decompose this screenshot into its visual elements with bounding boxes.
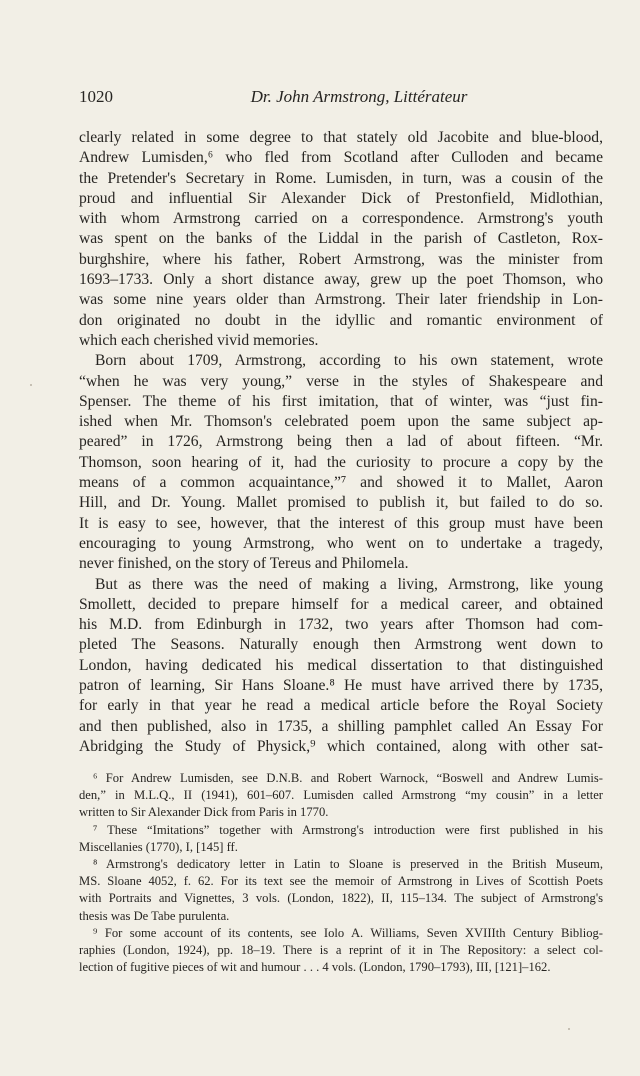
text-line: don originated no doubt in the idyllic and romantic environment of (79, 311, 603, 329)
footnote-line: written to Sir Alexander Dick from Paris in 1770. (79, 805, 329, 820)
text-line: never finished, on the story of Tereus and Philomela. (79, 555, 409, 573)
footnote-line: ⁷ These “Imitations” together with Armstrong's introduction were first published in his (93, 822, 603, 837)
text-line: It is easy to see, however, that the interest of this group must have been (79, 514, 603, 532)
footnote-line: lection of fugitive pieces of wit and humour . . . 4 vols. (London, 1790–1793), III, [121]–162. (79, 960, 551, 975)
footnotes (79, 770, 603, 976)
text-line: London, having dedicated his medical dissertation to that distinguished (79, 656, 603, 674)
text-line: ished when Mr. Thomson's celebrated poem upon the same subject ap- (79, 413, 603, 431)
footnote-line: ⁸ Armstrong's dedicatory letter in Latin to Sloane is preserved in the British Museum, (93, 856, 603, 871)
text-line: means of a common acquaintance,”⁷ and showed it to Mallet, Aaron (79, 474, 603, 492)
text-line: Born about 1709, Armstrong, according to his own statement, wrote (95, 352, 603, 370)
paper-speck (30, 384, 32, 386)
footnote-line: den,” in M.L.Q., II (1941), 601–607. Lumisden called Armstrong “my cousin” in a letter (79, 788, 603, 803)
text-line: peared” in 1726, Armstrong being then a lad of about fifteen. “Mr. (79, 433, 603, 451)
text-line: his M.D. from Edinburgh in 1732, two years after Thomson had com- (79, 616, 603, 634)
text-line: But as there was the need of making a living, Armstrong, like young (95, 575, 603, 593)
text-line: encouraging to young Armstrong, who went on to undertake a tragedy, (79, 534, 603, 552)
page-number: 1020 (79, 87, 113, 106)
text-line: Hill, and Dr. Young. Mallet promised to publish it, but failed to do so. (79, 494, 603, 512)
text-line: with whom Armstrong carried on a correspondence. Armstrong's youth (79, 210, 603, 228)
footnote-line: with Portraits and Vignettes, 3 vols. (London, 1822), II, 115–134. The subject of Armstrong's (79, 891, 603, 906)
text-line: burghshire, where his father, Robert Armstrong, was the minister from (79, 250, 603, 268)
running-title: Dr. John Armstrong, Littérateur (250, 87, 468, 106)
text-line: Spenser. The theme of his first imitation, that of winter, was “just fin- (79, 392, 603, 410)
text-line: for early in that year he read a medical article before the Royal Society (79, 697, 603, 715)
text-line: Thomson, soon hearing of it, had the curiosity to procure a copy by the (79, 453, 603, 471)
text-line: and then published, also in 1735, a shilling pamphlet called An Essay For (79, 717, 603, 735)
text-line: was spent on the banks of the Liddal in the parish of Castleton, Rox- (79, 230, 603, 248)
text-line: was some nine years older than Armstrong. Their later friendship in Lon- (79, 291, 603, 309)
text-line: proud and influential Sir Alexander Dick of Prestonfield, Midlothian, (79, 189, 603, 207)
paper-speck (568, 1028, 570, 1030)
footnote-line: MS. Sloane 4052, f. 62. For its text see the memoir of Armstrong in Lives of Scottish Poets (79, 874, 603, 889)
body-text (79, 128, 603, 757)
footnote-line: raphies (London, 1924), pp. 18–19. There is a reprint of it in The Repository: a select col- (79, 942, 603, 957)
text-line: patron of learning, Sir Hans Sloane.⁸ He must have arrived there by 1735, (79, 677, 603, 695)
footnote-line: ⁹ For some account of its contents, see Iolo A. Williams, Seven XVIIIth Century Bibliog- (93, 925, 603, 940)
text-line: which each cherished vivid memories. (79, 331, 319, 349)
text-line: Abridging the Study of Physick,⁹ which contained, along with other sat- (79, 737, 603, 755)
page-header (79, 86, 603, 108)
footnote-line: thesis was De Tabe purulenta. (79, 908, 230, 923)
text-line: pleted The Seasons. Naturally enough then Armstrong went down to (79, 636, 603, 654)
text-line: clearly related in some degree to that stately old Jacobite and blue-blood, (79, 129, 603, 146)
text-line: Andrew Lumisden,⁶ who fled from Scotland after Culloden and became (79, 149, 603, 167)
footnote-line: ⁶ For Andrew Lumisden, see D.N.B. and Robert Warnock, “Boswell and Andrew Lumis- (93, 771, 603, 785)
text-line: “when he was very young,” verse in the styles of Shakespeare and (79, 372, 603, 390)
footnote-line: Miscellanies (1770), I, [145] ff. (79, 839, 238, 854)
text-line: the Pretender's Secretary in Rome. Lumisden, in turn, was a cousin of the (79, 169, 603, 187)
text-line: 1693–1733. Only a short distance away, grew up the poet Thomson, who (79, 271, 603, 289)
text-line: Smollett, decided to prepare himself for a medical career, and obtained (79, 595, 603, 613)
